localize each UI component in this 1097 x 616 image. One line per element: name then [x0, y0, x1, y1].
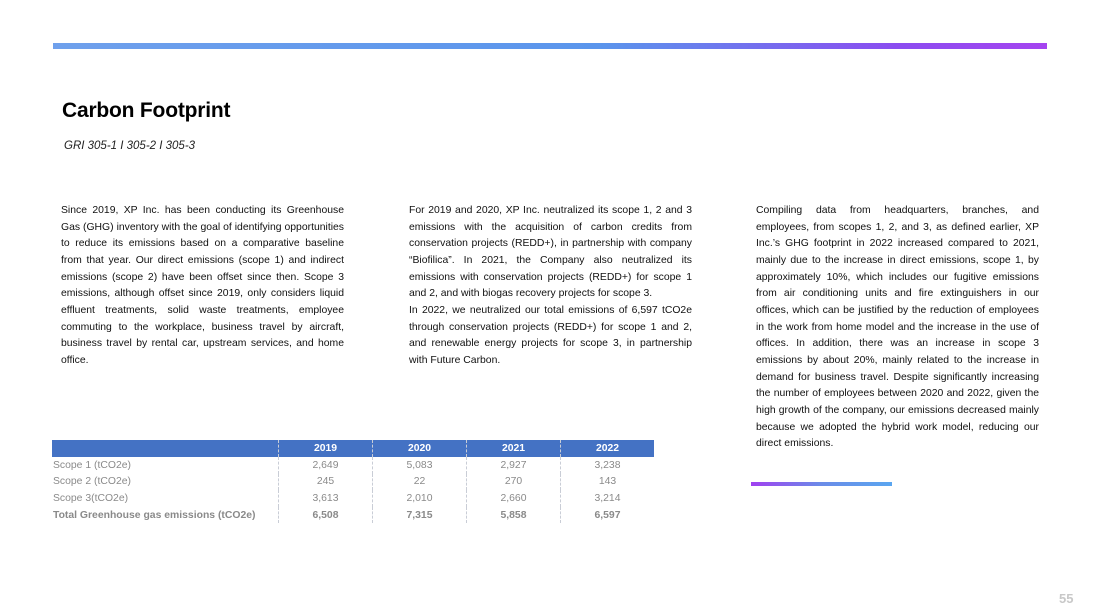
top-accent-bar — [53, 43, 1047, 49]
table-row-scope-2 — [52, 474, 654, 491]
table-header-blank — [52, 440, 279, 457]
table-cell: 245 — [279, 474, 373, 491]
page-title: Carbon Footprint — [62, 99, 231, 122]
year-header-2021: 2021 — [467, 440, 561, 457]
page-number: 55 — [1059, 591, 1074, 606]
table-cell: 143 — [561, 474, 655, 491]
table-cell: 2,010 — [373, 490, 467, 507]
table-header-row — [52, 440, 654, 457]
row-label: Scope 1 (tCO2e) — [53, 459, 131, 471]
year-header-2020: 2020 — [373, 440, 467, 457]
table-cell: 270 — [467, 474, 561, 491]
table-cell: 2,660 — [467, 490, 561, 507]
table-cell: 3,613 — [279, 490, 373, 507]
year-header-2019: 2019 — [279, 440, 373, 457]
gri-reference: GRI 305-1 I 305-2 I 305-3 — [64, 140, 196, 152]
emissions-table — [52, 440, 654, 523]
row-label: Scope 2 (tCO2e) — [53, 476, 131, 488]
table-cell: 2,649 — [279, 457, 373, 474]
table-row-scope-1 — [52, 457, 654, 474]
table-row-total — [52, 507, 654, 524]
table-cell: 7,315 — [373, 507, 467, 524]
text-column-3 — [756, 203, 1039, 453]
table-cell: 5,858 — [467, 507, 561, 524]
table-row-scope-3 — [52, 490, 654, 507]
paragraph-footprint-analysis: Compiling data from headquarters, branches, and employees, from scopes 1, 2, and 3, as defined earlier, XP Inc.’s GHG footprint in 2022 increased compared to 2021, mainly due to the increase in direct emissions, scope 1, by approximately 10%, which includes our fugitive emissions from air conditioning units and fire extinguishers in our offices, which can be justified by the reduction of employees in the work from home model and the increase in the use of offices. In addition, there was an increase in scope 3 emissions by about 20%, mainly related to the increase in demand for business travel. Despite significantly increasing the number of employees between 2020 and 2022, given the high growth of the company, our emissions decreased mainly because we adopted the hybrid work model, reducing our direct emissions. — [756, 205, 1039, 450]
row-label: Total Greenhouse gas emissions (tCO2e) — [53, 509, 256, 521]
table-cell: 6,597 — [561, 507, 655, 524]
table-cell: 3,238 — [561, 457, 655, 474]
year-header-2022: 2022 — [561, 440, 655, 457]
table-cell: 3,214 — [561, 490, 655, 507]
paragraph-neutralization-2019-2021: For 2019 and 2020, XP Inc. neutralized its scope 1, 2 and 3 emissions with the acquisition of carbon credits from conservation projects (REDD+), in partnership with company “Biofilica”. In 2021, the Company also neutralized its emissions with conservation projects (REDD+) for scope 1 and 2, and with biogas recovery projects for scope 3. — [409, 205, 692, 300]
table-cell: 2,927 — [467, 457, 561, 474]
text-column-2 — [409, 203, 692, 370]
table-cell: 22 — [373, 474, 467, 491]
table-cell: 5,083 — [373, 457, 467, 474]
row-label: Scope 3(tCO2e) — [53, 492, 129, 504]
column-accent-bar — [751, 482, 892, 486]
text-column-1 — [61, 203, 344, 370]
paragraph-neutralization-2022: In 2022, we neutralized our total emissions of 6,597 tCO2e through conservation projects (REDD+) for scope 1 and 2, and renewable energy projects for scope 3, in partnership with Future Carbon. — [409, 304, 692, 366]
paragraph-ghg-inventory: Since 2019, XP Inc. has been conducting its Greenhouse Gas (GHG) inventory with the goal of identifying opportunities to reduce its emissions based on a comparative baseline from that year. Our direct emissions (scope 1) and indirect emissions (scope 2) have been offset since then. Scope 3 emissions, although offset since 2019, only considers liquid effluent treatments, solid waste treatments, employee commuting to the workplace, business travel by aircraft, business travel by rental car, upstream services, and home office. — [61, 205, 344, 366]
table-cell: 6,508 — [279, 507, 373, 524]
